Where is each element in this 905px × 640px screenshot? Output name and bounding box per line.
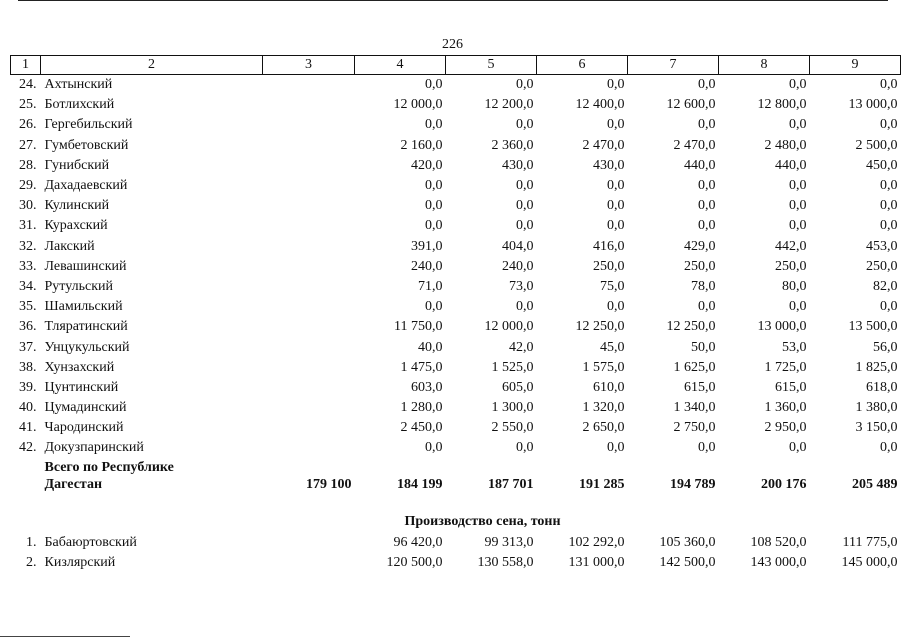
row-col-6: 131 000,0 — [568, 554, 625, 570]
bottom-rule — [0, 636, 130, 637]
table-row — [11, 216, 901, 236]
row-index: 32. — [19, 238, 37, 254]
row-name: Бабаюртовский — [44, 534, 137, 550]
row-col-7: 12 600,0 — [666, 97, 716, 113]
row-col-5: 73,0 — [509, 278, 534, 294]
row-col-3 — [263, 257, 355, 277]
header-col-4: 4 — [355, 56, 446, 75]
row-col-9: 0,0 — [880, 178, 898, 194]
row-name: Кулинский — [44, 198, 110, 214]
row-index: 1. — [26, 534, 37, 550]
row-index: 39. — [19, 379, 37, 395]
row-col-9: 1 825,0 — [855, 359, 898, 375]
row-col-4: 420,0 — [411, 157, 443, 173]
row-col-6: 75,0 — [600, 278, 625, 294]
row-index: 31. — [19, 218, 37, 234]
row-col-6: 12 400,0 — [575, 97, 625, 113]
row-name: Цумадинский — [44, 400, 127, 416]
table-row — [11, 317, 901, 337]
row-col-6: 416,0 — [593, 238, 625, 254]
row-col-5: 2 360,0 — [491, 137, 534, 153]
total-col-7: 194 789 — [670, 476, 716, 492]
row-col-8: 1 725,0 — [764, 359, 807, 375]
row-col-8: 80,0 — [782, 278, 807, 294]
row-col-5: 0,0 — [516, 299, 534, 315]
row-col-8: 53,0 — [782, 339, 807, 355]
row-col-4: 71,0 — [418, 278, 443, 294]
row-col-3 — [263, 418, 355, 438]
row-index: 40. — [19, 400, 37, 416]
total-label-line2: Дагестан — [44, 476, 103, 492]
row-col-6: 610,0 — [593, 379, 625, 395]
row-col-7: 615,0 — [684, 379, 716, 395]
top-rule — [18, 0, 888, 1]
row-col-9: 2 500,0 — [855, 137, 898, 153]
row-col-9: 250,0 — [866, 258, 898, 274]
row-index: 25. — [19, 97, 37, 113]
row-col-4: 0,0 — [425, 198, 443, 214]
total-col-3: 179 100 — [306, 476, 352, 492]
row-col-8: 143 000,0 — [750, 554, 807, 570]
row-name: Ботлихский — [44, 97, 115, 113]
row-col-4: 11 750,0 — [394, 319, 443, 335]
row-col-8: 0,0 — [789, 218, 807, 234]
row-col-6: 45,0 — [600, 339, 625, 355]
table-row — [11, 358, 901, 378]
row-col-9: 56,0 — [873, 339, 898, 355]
total-label — [41, 459, 263, 493]
row-name: Левашинский — [44, 258, 127, 274]
row-col-7: 429,0 — [684, 238, 716, 254]
row-col-5: 12 000,0 — [484, 319, 534, 335]
row-col-3 — [263, 156, 355, 176]
row-name: Курахский — [44, 218, 108, 234]
header-col-7: 7 — [628, 56, 719, 75]
row-name: Гунибский — [44, 157, 110, 173]
row-col-6: 0,0 — [607, 117, 625, 133]
row-col-5: 1 300,0 — [491, 400, 534, 416]
row-index: 35. — [19, 299, 37, 315]
row-col-5: 0,0 — [516, 198, 534, 214]
row-col-6: 2 470,0 — [582, 137, 625, 153]
row-col-8: 442,0 — [775, 238, 807, 254]
row-col-5: 0,0 — [516, 218, 534, 234]
table-row — [11, 237, 901, 257]
row-col-3 — [263, 317, 355, 337]
row-col-3 — [263, 216, 355, 236]
row-col-5: 0,0 — [516, 117, 534, 133]
row-col-9: 618,0 — [866, 379, 898, 395]
row-col-3 — [263, 378, 355, 398]
table-row — [11, 75, 901, 96]
header-col-8: 8 — [719, 56, 810, 75]
row-col-4: 240,0 — [411, 258, 443, 274]
row-col-7: 2 470,0 — [673, 137, 716, 153]
table-row — [11, 196, 901, 216]
row-col-3 — [263, 75, 355, 96]
header-row — [11, 56, 901, 75]
row-index: 2. — [26, 554, 37, 570]
row-name: Кизлярский — [44, 554, 116, 570]
row-col-8: 108 520,0 — [750, 534, 807, 550]
row-col-8: 0,0 — [789, 178, 807, 194]
row-index: 29. — [19, 178, 37, 194]
row-col-3 — [263, 136, 355, 156]
row-col-8: 2 950,0 — [764, 420, 807, 436]
row-col-5: 130 558,0 — [477, 554, 534, 570]
row-col-6: 0,0 — [607, 198, 625, 214]
row-col-4: 2 450,0 — [400, 420, 443, 436]
row-name: Дахадаевский — [44, 178, 128, 194]
row-col-4: 0,0 — [425, 299, 443, 315]
row-index: 24. — [19, 77, 37, 93]
row-col-3 — [263, 533, 355, 553]
data-table — [10, 55, 901, 573]
total-col-6: 191 285 — [579, 476, 625, 492]
row-col-3 — [263, 237, 355, 257]
row-col-5: 240,0 — [502, 258, 534, 274]
header-col-3: 3 — [263, 56, 355, 75]
section-title-row — [11, 511, 901, 533]
row-col-3 — [263, 398, 355, 418]
header-col-5: 5 — [446, 56, 537, 75]
spacer-row — [11, 493, 901, 511]
row-col-6: 1 320,0 — [582, 400, 625, 416]
table-row — [11, 418, 901, 438]
row-name: Рутульский — [44, 278, 113, 294]
row-col-9: 13 500,0 — [848, 319, 898, 335]
table-row — [11, 533, 901, 553]
table-row — [11, 337, 901, 357]
row-col-3 — [263, 196, 355, 216]
total-label-line1: Всего по Республике — [44, 459, 174, 475]
row-col-7: 142 500,0 — [659, 554, 716, 570]
header-col-6: 6 — [537, 56, 628, 75]
row-col-8: 0,0 — [789, 77, 807, 93]
row-col-8: 2 480,0 — [764, 137, 807, 153]
row-col-5: 0,0 — [516, 178, 534, 194]
row-col-3 — [263, 438, 355, 458]
row-col-3 — [263, 358, 355, 378]
row-col-8: 13 000,0 — [757, 319, 807, 335]
total-index — [11, 459, 41, 493]
total-col-4: 184 199 — [397, 476, 443, 492]
row-col-5: 99 313,0 — [484, 534, 534, 550]
row-index: 38. — [19, 359, 37, 375]
row-col-4: 0,0 — [425, 77, 443, 93]
total-row — [11, 459, 901, 493]
row-col-8: 615,0 — [775, 379, 807, 395]
section-title: Производство сена, тонн — [404, 513, 561, 529]
header-col-9: 9 — [810, 56, 901, 75]
row-col-9: 0,0 — [880, 77, 898, 93]
row-col-4: 1 475,0 — [400, 359, 443, 375]
row-col-8: 250,0 — [775, 258, 807, 274]
row-col-9: 453,0 — [866, 238, 898, 254]
row-index: 36. — [19, 319, 37, 335]
row-col-7: 50,0 — [691, 339, 716, 355]
row-name: Унцукульский — [44, 339, 130, 355]
row-col-5: 2 550,0 — [491, 420, 534, 436]
row-col-7: 440,0 — [684, 157, 716, 173]
row-col-6: 0,0 — [607, 440, 625, 456]
row-col-6: 102 292,0 — [568, 534, 625, 550]
row-name: Чародинский — [44, 420, 124, 436]
row-col-5: 0,0 — [516, 440, 534, 456]
row-col-7: 78,0 — [691, 278, 716, 294]
total-col-8: 200 176 — [761, 476, 807, 492]
row-col-9: 3 150,0 — [855, 420, 898, 436]
row-col-7: 0,0 — [698, 218, 716, 234]
row-col-8: 0,0 — [789, 299, 807, 315]
row-col-8: 1 360,0 — [764, 400, 807, 416]
row-col-5: 1 525,0 — [491, 359, 534, 375]
table-row — [11, 438, 901, 458]
row-index: 30. — [19, 198, 37, 214]
row-name: Хунзахский — [44, 359, 115, 375]
row-index: 26. — [19, 117, 37, 133]
row-col-7: 0,0 — [698, 117, 716, 133]
row-col-5: 605,0 — [502, 379, 534, 395]
row-col-9: 13 000,0 — [848, 97, 898, 113]
row-col-3 — [263, 277, 355, 297]
row-col-4: 0,0 — [425, 440, 443, 456]
total-col-5: 187 701 — [488, 476, 534, 492]
row-col-7: 1 625,0 — [673, 359, 716, 375]
row-col-5: 404,0 — [502, 238, 534, 254]
row-col-5: 12 200,0 — [484, 97, 534, 113]
row-index: 37. — [19, 339, 37, 355]
row-col-5: 0,0 — [516, 77, 534, 93]
row-col-4: 40,0 — [418, 339, 443, 355]
page-number: 226 — [442, 37, 463, 52]
row-col-5: 42,0 — [509, 339, 534, 355]
table-row — [11, 398, 901, 418]
row-col-7: 0,0 — [698, 178, 716, 194]
total-col-9: 205 489 — [852, 476, 898, 492]
row-name: Гумбетовский — [44, 137, 129, 153]
row-col-8: 0,0 — [789, 440, 807, 456]
row-col-4: 0,0 — [425, 117, 443, 133]
row-col-6: 12 250,0 — [575, 319, 625, 335]
row-col-9: 0,0 — [880, 299, 898, 315]
row-col-4: 96 420,0 — [393, 534, 443, 550]
row-col-7: 250,0 — [684, 258, 716, 274]
row-col-8: 12 800,0 — [757, 97, 807, 113]
table-row — [11, 277, 901, 297]
row-col-3 — [263, 553, 355, 573]
row-name: Цунтинский — [44, 379, 119, 395]
row-col-7: 0,0 — [698, 440, 716, 456]
row-col-7: 0,0 — [698, 299, 716, 315]
table-row — [11, 378, 901, 398]
row-col-7: 105 360,0 — [659, 534, 716, 550]
header-col-2: 2 — [41, 56, 263, 75]
row-col-7: 0,0 — [698, 77, 716, 93]
row-col-3 — [263, 337, 355, 357]
row-col-7: 1 340,0 — [673, 400, 716, 416]
row-col-9: 0,0 — [880, 440, 898, 456]
table-row — [11, 156, 901, 176]
table-row — [11, 95, 901, 115]
row-col-8: 0,0 — [789, 198, 807, 214]
row-col-6: 0,0 — [607, 178, 625, 194]
row-col-4: 0,0 — [425, 178, 443, 194]
row-index: 34. — [19, 278, 37, 294]
row-name: Гергебильский — [44, 117, 133, 133]
row-col-6: 0,0 — [607, 77, 625, 93]
row-index: 41. — [19, 420, 37, 436]
row-name: Тляратинский — [44, 319, 128, 335]
row-col-4: 2 160,0 — [400, 137, 443, 153]
row-col-7: 12 250,0 — [666, 319, 716, 335]
row-col-9: 0,0 — [880, 117, 898, 133]
row-col-3 — [263, 297, 355, 317]
table-row — [11, 115, 901, 135]
row-col-8: 440,0 — [775, 157, 807, 173]
row-col-4: 603,0 — [411, 379, 443, 395]
section-pad — [11, 511, 355, 533]
row-col-3 — [263, 115, 355, 135]
table-row — [11, 136, 901, 156]
row-index: 42. — [19, 440, 37, 456]
row-col-6: 2 650,0 — [582, 420, 625, 436]
row-col-6: 0,0 — [607, 218, 625, 234]
table-row — [11, 297, 901, 317]
row-col-8: 0,0 — [789, 117, 807, 133]
row-col-6: 430,0 — [593, 157, 625, 173]
row-col-4: 1 280,0 — [400, 400, 443, 416]
row-col-9: 82,0 — [873, 278, 898, 294]
row-col-9: 450,0 — [866, 157, 898, 173]
row-name: Докузпаринский — [44, 440, 144, 456]
row-col-9: 0,0 — [880, 198, 898, 214]
row-col-3 — [263, 176, 355, 196]
row-col-4: 12 000,0 — [393, 97, 443, 113]
row-col-6: 0,0 — [607, 299, 625, 315]
row-col-7: 2 750,0 — [673, 420, 716, 436]
spacer-cell — [11, 493, 901, 511]
row-col-4: 0,0 — [425, 218, 443, 234]
row-col-9: 1 380,0 — [855, 400, 898, 416]
row-col-6: 250,0 — [593, 258, 625, 274]
row-col-6: 1 575,0 — [582, 359, 625, 375]
row-col-7: 0,0 — [698, 198, 716, 214]
row-name: Шамильский — [44, 299, 123, 315]
row-col-4: 391,0 — [411, 238, 443, 254]
row-col-9: 111 775,0 — [842, 534, 898, 550]
row-col-4: 120 500,0 — [386, 554, 443, 570]
row-col-9: 0,0 — [880, 218, 898, 234]
table-body — [11, 75, 901, 573]
table-row — [11, 176, 901, 196]
row-name: Ахтынский — [44, 77, 113, 93]
row-col-3 — [263, 95, 355, 115]
row-col-5: 430,0 — [502, 157, 534, 173]
row-col-9: 145 000,0 — [841, 554, 898, 570]
row-index: 27. — [19, 137, 37, 153]
row-name: Лакский — [44, 238, 95, 254]
table-row — [11, 257, 901, 277]
header-col-1: 1 — [11, 56, 41, 75]
row-index: 28. — [19, 157, 37, 173]
table-row — [11, 553, 901, 573]
row-index: 33. — [19, 258, 37, 274]
